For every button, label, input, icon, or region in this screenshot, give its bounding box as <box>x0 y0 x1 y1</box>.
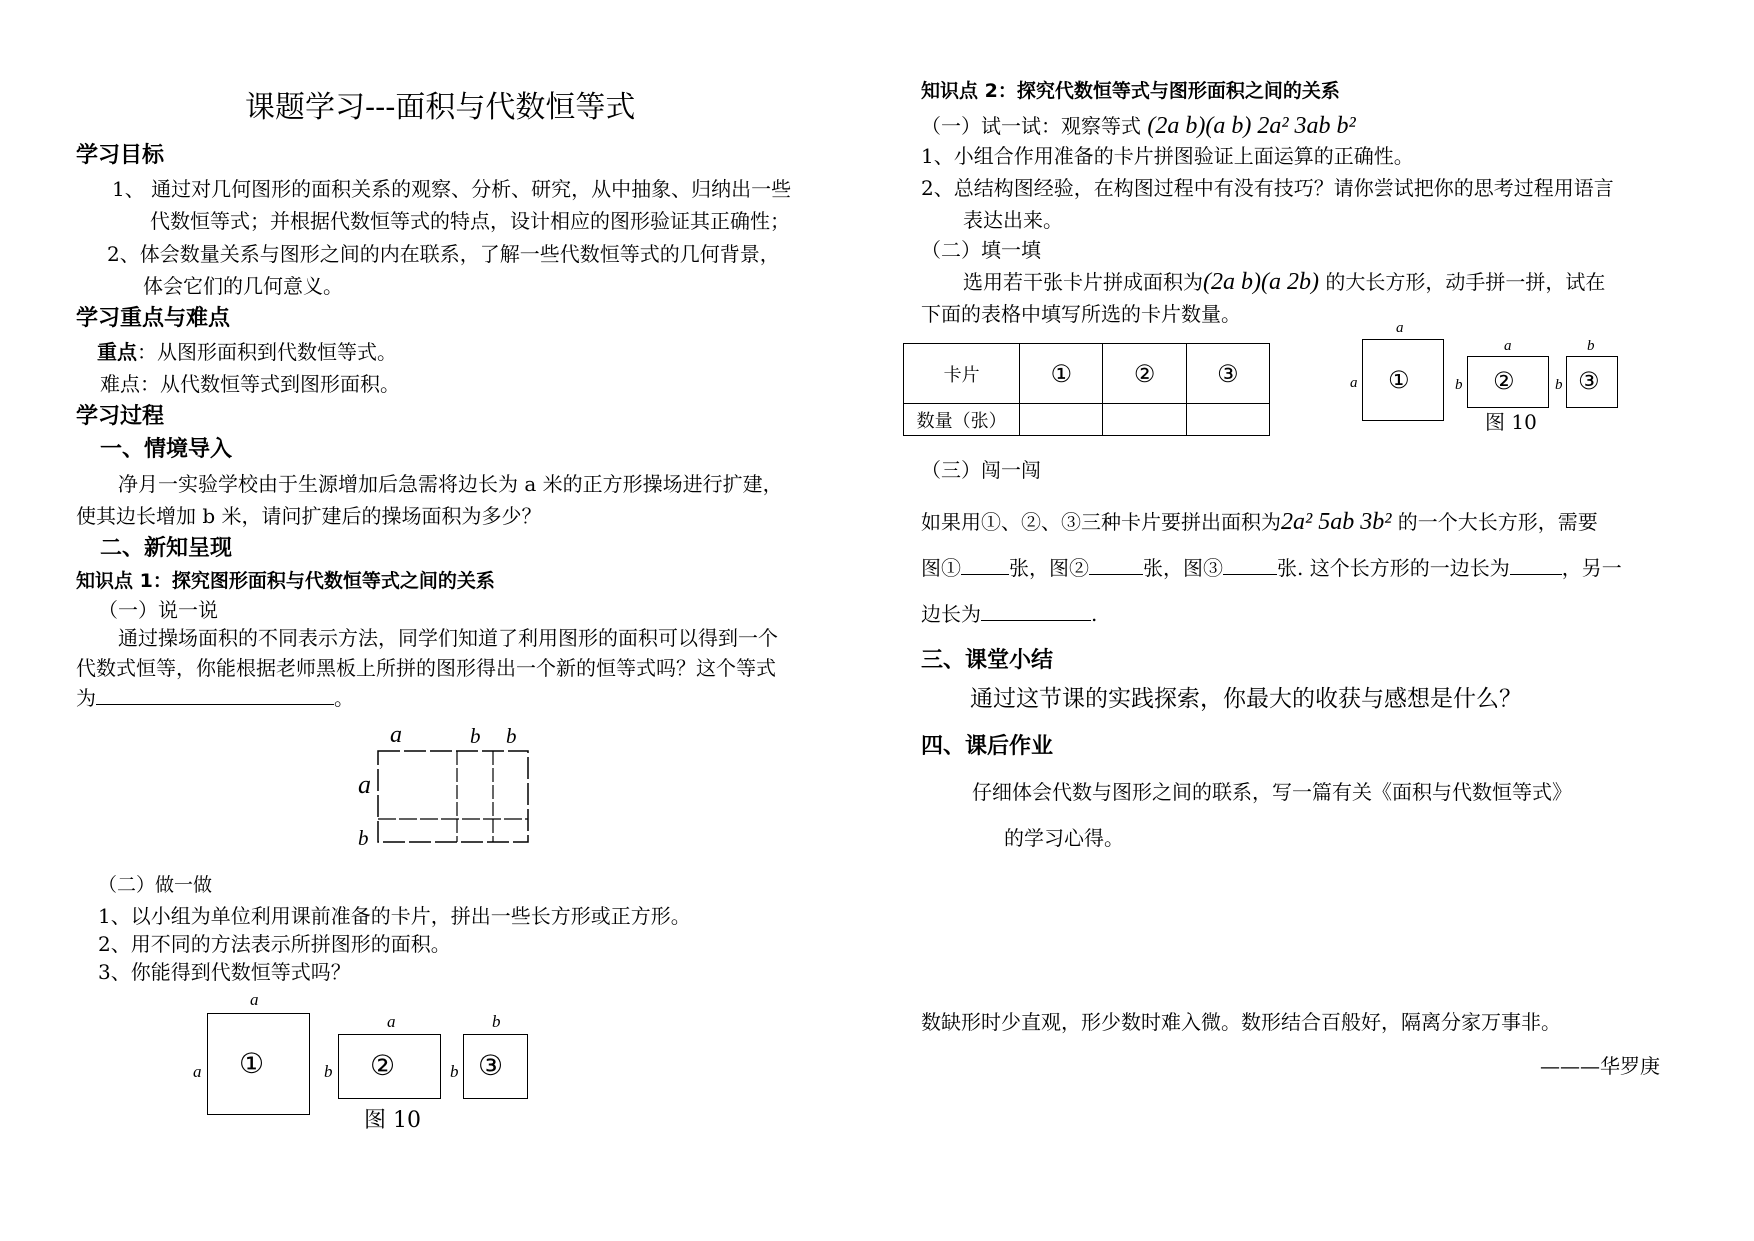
table-header-card: 卡片 <box>904 344 1020 404</box>
brave-side: 张. 这个长方形的一边长为 <box>1277 556 1510 580</box>
say-para-line-2: 代数式恒等，你能根据老师黑板上所拼的图形得出一个新的恒等式吗？这个等式 <box>76 656 776 680</box>
brave-period: . <box>1091 602 1098 626</box>
say-prefix: 为 <box>76 686 96 710</box>
fill-text-b: 的大长方形，动手拼一拼，试在 <box>1325 270 1606 294</box>
count-cell-3[interactable] <box>1186 404 1269 436</box>
table-header-1: ① <box>1020 344 1103 404</box>
blank-side-1[interactable] <box>1510 556 1562 575</box>
fill-heading: （二）填一填 <box>921 238 1041 262</box>
section-2-heading: 二、新知呈现 <box>100 536 233 561</box>
card-2-top-label: a <box>1504 338 1512 354</box>
fig-label-b-left: b <box>358 826 369 850</box>
brave-para-line-2 <box>921 556 1622 580</box>
brave-fig2: 张，图② <box>1009 556 1089 580</box>
do-item-3: 3、你能得到代数恒等式吗？ <box>98 960 351 984</box>
say-para-line-1: 通过操场面积的不同表示方法，同学们知道了利用图形的面积可以得到一个 <box>118 626 778 650</box>
equation-blank[interactable] <box>96 686 334 705</box>
do-heading: （二）做一做 <box>98 874 213 896</box>
goals-heading: 学习目标 <box>76 143 165 168</box>
card-3-left-label: b <box>1555 377 1563 393</box>
composite-rectangle <box>370 735 540 850</box>
card-3-top-label: b <box>492 1012 501 1031</box>
blank-side-2[interactable] <box>981 602 1091 621</box>
table-header-3: ③ <box>1186 344 1269 404</box>
figure-caption-right: 图 10 <box>1485 410 1537 434</box>
brave-para-line-1 <box>921 508 1598 537</box>
section-1-para-line-2: 使其边长增加 b 米，请问扩建后的操场面积为多少？ <box>76 504 542 528</box>
goal-2-line-2: 体会它们的几何意义。 <box>143 274 343 298</box>
fill-expression: (2a b)(a 2b) <box>1203 269 1319 295</box>
section-3-heading: 三、课堂小结 <box>921 648 1054 673</box>
say-end: 。 <box>334 686 354 710</box>
section-1-para-line-1: 净月一实验学校由于生源增加后急需将边长为 a 米的正方形操场进行扩建， <box>118 472 783 496</box>
brave-side-2-label: 边长为 <box>921 602 981 626</box>
brave-para-line-3 <box>921 602 1097 626</box>
card-2-left-label: b <box>324 1062 333 1081</box>
page-title: 课题学习---面积与代数恒等式 <box>245 90 636 125</box>
table-header-2: ② <box>1103 344 1186 404</box>
fig-label-b-top-1: b <box>470 724 481 748</box>
card-1-top-label: a <box>250 990 259 1009</box>
count-cell-2[interactable] <box>1103 404 1186 436</box>
knowledge-point-2: 知识点 2：探究代数恒等式与图形面积之间的关系 <box>921 80 1340 102</box>
goal-1-line-1: 1、 通过对几何图形的面积关系的观察、分析、研究，从中抽象、归纳出一些 <box>112 177 792 201</box>
section-3-para: 通过这节课的实践探索，你最大的收获与感想是什么？ <box>970 686 1522 712</box>
brave-expression: 2a² 5ab 3b² <box>1281 509 1392 535</box>
blank-count-3[interactable] <box>1223 556 1277 575</box>
key-points-heading: 学习重点与难点 <box>76 306 231 331</box>
card-2-number: ② <box>1493 367 1515 395</box>
table-row <box>904 404 1270 436</box>
card-1-left-label: a <box>1350 375 1358 391</box>
quote: 数缺形时少直观，形少数时难入微。数形结合百般好，隔离分家万事非。 <box>921 1010 1561 1034</box>
say-heading: （一）说一说 <box>98 598 218 622</box>
brave-text-b: 的一个大长方形，需要 <box>1397 510 1598 534</box>
card-1-left-label: a <box>193 1062 202 1081</box>
section-1-heading: 一、情境导入 <box>100 437 233 462</box>
fill-text-a: 选用若干张卡片拼成面积为 <box>963 270 1203 294</box>
knowledge-point-1: 知识点 1：探究图形面积与代数恒等式之间的关系 <box>76 570 495 592</box>
brave-fig3: 张，图③ <box>1143 556 1223 580</box>
blank-count-1[interactable] <box>961 556 1009 575</box>
section-4-para-line-1: 仔细体会代数与图形之间的联系，写一篇有关《面积与代数恒等式》 <box>972 780 1572 804</box>
card-1-top-label: a <box>1396 320 1404 336</box>
card-2-top-label: a <box>387 1012 396 1031</box>
card-2-left-label: b <box>1455 377 1463 393</box>
try-heading <box>921 112 1356 141</box>
table-row-label: 数量（张） <box>904 404 1020 436</box>
fig-label-b-top-2: b <box>506 724 517 748</box>
fig-label-a-left: a <box>358 770 371 799</box>
fill-para-line-2: 下面的表格中填写所选的卡片数量。 <box>921 302 1241 326</box>
try-label: （一）试一试：观察等式 <box>921 114 1141 138</box>
figure-caption-left: 图 10 <box>364 1108 421 1133</box>
fig-label-a-top: a <box>390 722 402 748</box>
card-3-number: ③ <box>478 1049 504 1082</box>
goal-1-line-2: 代数恒等式；并根据代数恒等式的特点，设计相应的图形验证其正确性； <box>150 209 790 233</box>
goal-2-line-1: 2、体会数量关系与图形之间的内在联系，了解一些代数恒等式的几何背景， <box>107 242 780 266</box>
card-3-number: ③ <box>1578 367 1600 395</box>
hard-point: 难点：从代数恒等式到图形面积。 <box>100 372 400 396</box>
blank-count-2[interactable] <box>1089 556 1143 575</box>
card-3-left-label: b <box>450 1062 459 1081</box>
try-item-1: 1、小组合作用准备的卡片拼图验证上面运算的正确性。 <box>921 144 1414 168</box>
try-item-2-line-1: 2、总结构图经验，在构图过程中有没有技巧？请你尝试把你的思考过程用语言 <box>921 176 1614 200</box>
say-para-line-3 <box>76 686 354 710</box>
card-2-number: ② <box>370 1049 396 1082</box>
brave-heading: （三）闯一闯 <box>921 458 1041 482</box>
card-1-number: ① <box>239 1047 265 1080</box>
card-3-top-label: b <box>1587 338 1595 354</box>
count-cell-1[interactable] <box>1020 404 1103 436</box>
key-point <box>97 340 397 364</box>
brave-other: ，另一 <box>1561 556 1622 580</box>
brave-fig1: 图① <box>921 556 961 580</box>
brave-text-a: 如果用①、②、③三种卡片要拼出面积为 <box>921 510 1281 534</box>
key-label: 重点 <box>97 340 137 364</box>
key-text: ：从图形面积到代数恒等式。 <box>137 340 397 364</box>
fill-para-line-1 <box>963 268 1605 297</box>
process-heading: 学习过程 <box>76 404 165 429</box>
table-header-row <box>904 344 1270 404</box>
card-1-number: ① <box>1388 366 1410 394</box>
do-item-2: 2、用不同的方法表示所拼图形的面积。 <box>98 932 451 956</box>
section-4-heading: 四、课后作业 <box>921 734 1054 759</box>
card-count-table <box>903 343 1270 436</box>
section-4-para-line-2: 的学习心得。 <box>1004 826 1124 850</box>
try-item-2-line-2: 表达出来。 <box>963 208 1063 232</box>
do-item-1: 1、以小组为单位利用课前准备的卡片，拼出一些长方形或正方形。 <box>98 904 691 928</box>
try-expression: (2a b)(a b) 2a² 3ab b² <box>1147 113 1356 139</box>
quote-author: ———华罗庚 <box>1540 1054 1660 1078</box>
